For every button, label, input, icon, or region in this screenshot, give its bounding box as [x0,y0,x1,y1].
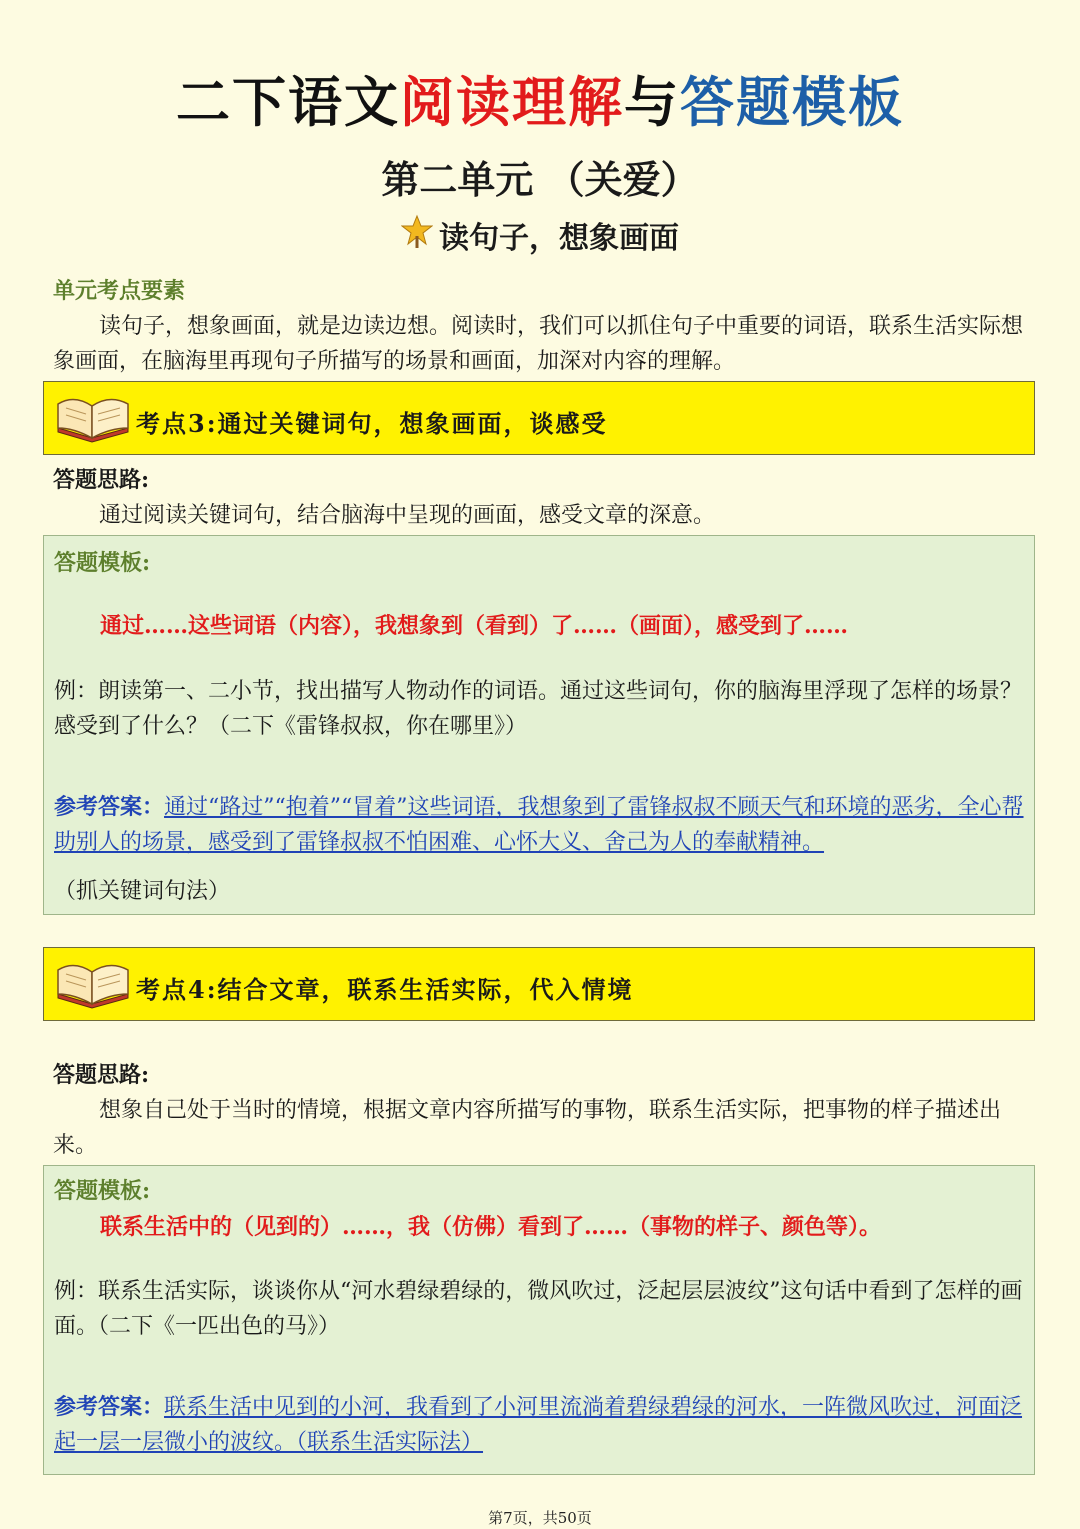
kp4-heading: 考点4:结合文章，联系生活实际，代入情境 [136,975,634,1004]
subheading [0,214,1080,266]
kp3-template: 通过……这些词语（内容），我想象到（看到）了……（画面），感受到了…… [100,613,849,639]
title-part3: 与 [624,70,680,134]
unit-points [53,274,1033,379]
unit-heading: 第二单元 （关爱） [381,157,699,202]
page-footer: 第7页，共50页 [488,1509,592,1527]
kp4-banner [43,947,1035,1021]
kp3-template-box [43,535,1035,915]
title-part2: 阅读理解 [400,70,624,134]
kp4-answer [54,1390,1024,1460]
subheading-text: 读句子，想象画面 [439,221,679,256]
page-title [0,62,1080,142]
unit-points-label: 单元考点要素 [53,278,186,304]
kp3-method: （抓关键词句法） [54,879,231,904]
kp4-think-label: 答题思路: [53,1062,150,1088]
title-part4: 答题模板 [680,70,904,134]
kp4-answer-text: 联系生活中见到的小河，我看到了小河里流淌着碧绿碧绿的河水，一阵微风吹过，河面泛起一层一层微小的波纹。（联系生活实际法） [54,1395,1023,1455]
kp3-think-text: 通过阅读关键词句，结合脑海中呈现的画面，感受文章的深意。 [99,503,716,528]
unit-points-text: 读句子，想象画面，就是边读边想。阅读时，我们可以抓住句子中重要的词语，联系生活实际想象画面，在脑海里再现句子所描写的场景和画面，加深对内容的理解。 [53,314,1024,374]
star-icon [401,214,433,266]
title-part1: 二下语文 [176,70,400,134]
kp4-think-text: 想象自己处于当时的情境，根据文章内容所描写的事物，联系生活实际，把事物的样子描述出来。 [53,1098,1002,1158]
kp4-example: 例：联系生活实际，谈谈你从“河水碧绿碧绿的，微风吹过，泛起层层波纹”这句话中看到了怎样的画面。（二下《一匹出色的马》） [54,1279,1023,1339]
book-icon [54,954,132,1014]
kp3-template-label: 答题模板: [54,550,151,576]
book-icon [54,388,132,448]
kp3-heading: 考点3:通过关键词句，想象画面，谈感受 [136,409,608,438]
kp4-template-label: 答题模板: [54,1178,151,1204]
kp3-banner [43,381,1035,455]
kp4-answer-label: 参考答案： [54,1394,165,1420]
kp3-think [53,463,1033,533]
kp4-think [53,1058,1033,1163]
kp4-template-box [43,1165,1035,1475]
kp3-answer-text: 通过“路过”“抱着”“冒着”这些词语，我想象到了雷锋叔叔不顾天气和环境的恶劣，全心帮助别人的场景，感受到了雷锋叔叔不怕困难、心怀大义、舍己为人的奉献精神。 [54,795,1024,855]
kp3-think-label: 答题思路: [53,467,150,493]
kp3-answer-label: 参考答案： [54,794,165,820]
kp3-example: 例：朗读第一、二小节，找出描写人物动作的词语。通过这些词句，你的脑海里浮现了怎样的场景？感受到了什么？（二下《雷锋叔叔，你在哪里》） [54,679,1023,739]
kp3-answer [54,790,1024,860]
kp4-template: 联系生活中的（见到的）……，我（仿佛）看到了……（事物的样子、颜色等）。 [100,1214,882,1240]
